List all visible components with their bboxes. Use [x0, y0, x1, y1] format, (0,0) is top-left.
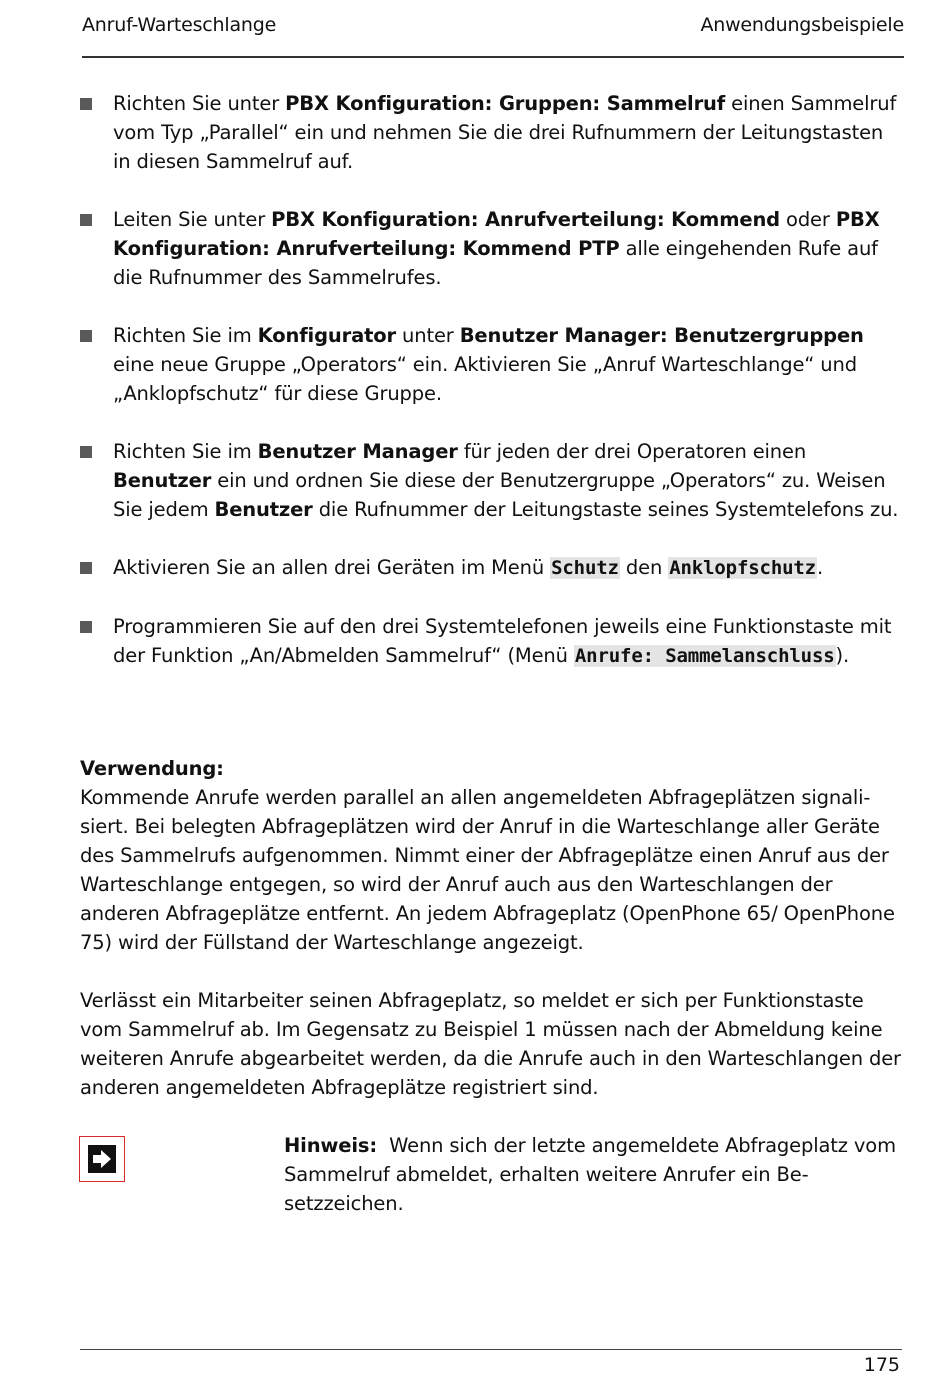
text-segment: unter [395, 324, 460, 347]
note-text: Wenn sich der letzte angemeldete Abfrageplatz vom Sammelruf abmeldet, erhalten weitere Anrufer ein Besetzzeichen. [284, 1134, 896, 1215]
page-header [82, 14, 904, 44]
menu-term: Anrufe: Sammelanschluss [574, 645, 835, 667]
text-segment: für jeden der drei Operatoren einen [457, 440, 807, 463]
bold-term: PBX Konfiguration: Gruppen: Sammelruf [285, 92, 726, 115]
arrow-right-icon-glyph [87, 1144, 117, 1174]
bullet-square-icon [80, 330, 92, 342]
menu-term: Anklopfschutz [669, 557, 816, 579]
text-segment: eine neue Gruppe „Operators“ ein. Aktivieren Sie „Anruf Warteschlange“ und „Anklopfschutz“ für diese Gruppe. [113, 353, 857, 405]
text-segment: Richten Sie im [113, 324, 258, 347]
bullet-square-icon [80, 446, 92, 458]
header-chapter-title: Anruf-Warteschlange [82, 14, 277, 36]
text-segment: die Rufnummer der Leitungstaste seines Systemtelefons zu. [312, 498, 899, 521]
note-box [284, 1131, 900, 1218]
bold-term: Benutzer [113, 469, 212, 492]
header-section-title: Anwendungsbeispiele [700, 14, 904, 36]
usage-paragraph: Verlässt ein Mitarbeiter seinen Abfrageplatz, so meldet er sich per Funktionstaste vom Sammelruf ab. Im Gegensatz zu Beispiel 1 müssen nach der Abmeldung keine weiteren Anrufe abgearbeitet werden, da die Anrufe auch in den Warteschlangen der anderen angemeldeten Abfrageplätze registriert sind. [80, 989, 901, 1099]
bold-term: PBX Konfiguration: Anrufverteilung: Kommend [271, 208, 780, 231]
text-segment: ein und ordnen Sie diese der Benutzergruppe „Operators“ zu. Weisen Sie jedem [113, 469, 886, 521]
text-segment: oder [780, 208, 836, 231]
text-segment: den [619, 556, 669, 579]
text-segment: Richten Sie im [113, 440, 258, 463]
usage-paragraph: Kommende Anrufe werden parallel an allen angemeldeten Abfrageplätzen signalisiert. Bei belegten Abfrageplätzen wird der Anruf in die Warteschlange aller Geräte des Sammelrufs aufgenommen. Nimmt einer der Abfrageplätze einen Anruf aus der Warteschlange entgegen, so wird der Anruf auch aus den Warteschlangen der anderen Abfrageplätze entfernt. An jedem Abfrageplatz (OpenPhone 65/ OpenPhone 75) wird der Füllstand der Warteschlange angezeigt. [80, 786, 895, 954]
list-item [80, 89, 902, 176]
list-item [80, 553, 902, 583]
text-segment: Programmieren Sie auf den drei Systemtelefonen jeweils eine Funktionstaste mit der Funktion „An/Abmelden Sammelruf“ (Menü [113, 615, 892, 667]
bold-term: PBX Konfiguration: Anrufverteilung: Kommend PTP [113, 208, 880, 260]
list-item [80, 321, 902, 408]
bullet-square-icon [80, 621, 92, 633]
text-segment: ). [835, 644, 850, 667]
bold-term: Benutzer Manager [257, 440, 458, 463]
footer-divider [80, 1349, 902, 1350]
text-segment: einen Sammelruf vom Typ „Parallel“ ein und nehmen Sie die drei Rufnummern der Leitungstasten in diesen Sammelruf auf. [113, 92, 897, 173]
header-divider [82, 56, 904, 58]
bold-term: Konfigurator [257, 324, 396, 347]
instruction-list [80, 89, 902, 700]
list-item [80, 437, 902, 524]
bullet-square-icon [80, 562, 92, 574]
usage-heading: Verwendung: [80, 757, 224, 780]
text-segment: . [816, 556, 824, 579]
page-number: 175 [863, 1354, 900, 1376]
bullet-square-icon [80, 98, 92, 110]
bold-term: Benutzer Manager: Benutzergruppen [459, 324, 864, 347]
list-item [80, 205, 902, 292]
text-segment: Leiten Sie unter [113, 208, 272, 231]
bold-term: Benutzer [214, 498, 313, 521]
note-label: Hinweis: [284, 1134, 378, 1157]
usage-section [80, 754, 902, 1102]
text-segment: Aktivieren Sie an allen drei Geräten im Menü [113, 556, 551, 579]
bullet-square-icon [80, 214, 92, 226]
arrow-right-icon [79, 1136, 125, 1182]
text-segment: Richten Sie unter [113, 92, 286, 115]
text-segment: alle eingehenden Rufe auf die Rufnummer des Sammelrufes. [113, 237, 878, 289]
list-item [80, 612, 902, 671]
menu-term: Schutz [551, 557, 619, 579]
